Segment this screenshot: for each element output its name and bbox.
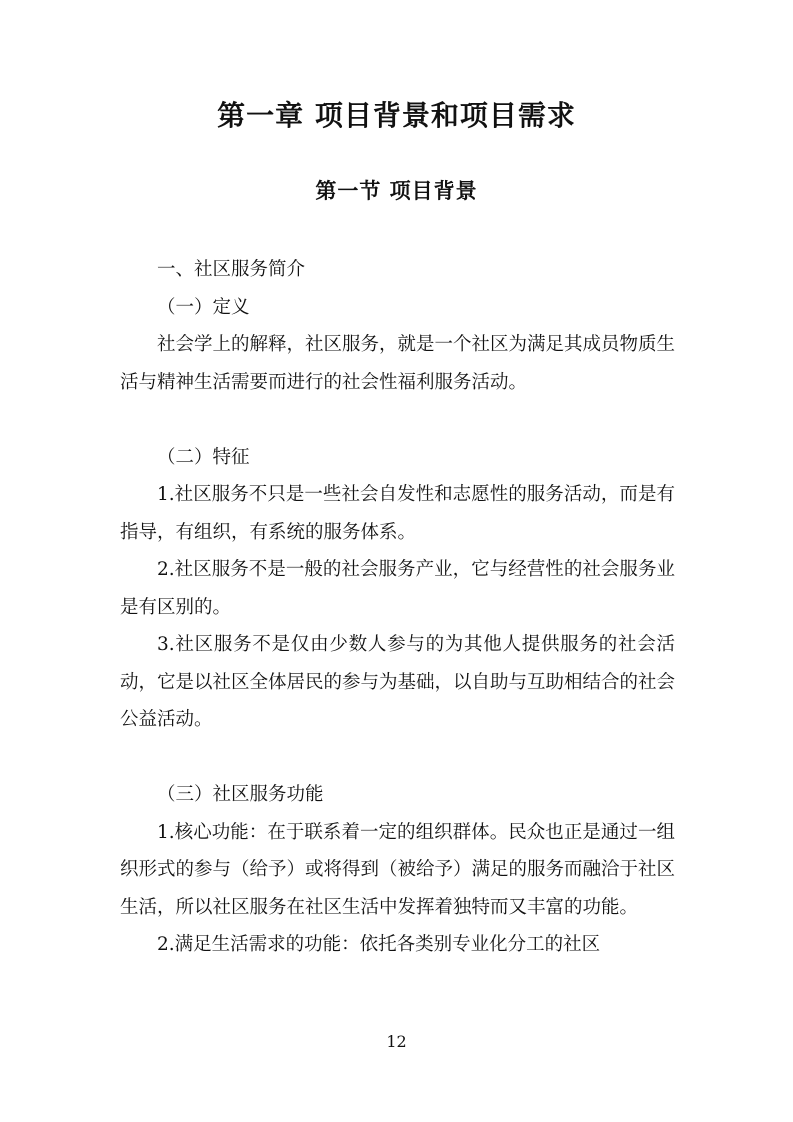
page-number: 12 [386, 1032, 407, 1051]
feature-item-1: 1.社区服务不只是一些社会自发性和志愿性的服务活动，而是有指导，有组织，有系统的服务体系。 [120, 484, 675, 543]
body-text [120, 251, 675, 964]
intro-heading: 一、社区服务简介 [157, 259, 306, 280]
definition-heading: （一）定义 [157, 296, 250, 318]
function-item-2: 2.满足生活需求的功能：依托各类别专业化分工的社区 [157, 934, 601, 955]
feature-item-2: 2.社区服务不是一般的社会服务产业，它与经营性的社会服务业是有区别的。 [120, 559, 675, 618]
paragraph-gap [120, 401, 675, 439]
section-title: 第一节 项目背景 [315, 179, 478, 203]
features-heading: （二）特征 [157, 446, 250, 468]
functions-heading: （三）社区服务功能 [157, 784, 324, 805]
feature-item-3: 3.社区服务不是仅由少数人参与的为其他人提供服务的社会活动，它是以社区全体居民的参与为基础，以自助与互助相结合的社会公益活动。 [120, 634, 676, 730]
definition-paragraph: 社会学上的解释，社区服务，就是一个社区为满足其成员物质生活与精神生活需要而进行的社会性福利服务活动。 [120, 334, 676, 393]
chapter-title: 第一章 项目背景和项目需求 [217, 99, 576, 132]
function-item-1: 1.核心功能：在于联系着一定的组织群体。民众也正是通过一组织形式的参与（给予）或将得到（被给予）满足的服务而融洽于社区生活，所以社区服务在社区生活中发挥着独特而又丰富的功能。 [120, 821, 676, 918]
paragraph-gap [120, 739, 675, 777]
